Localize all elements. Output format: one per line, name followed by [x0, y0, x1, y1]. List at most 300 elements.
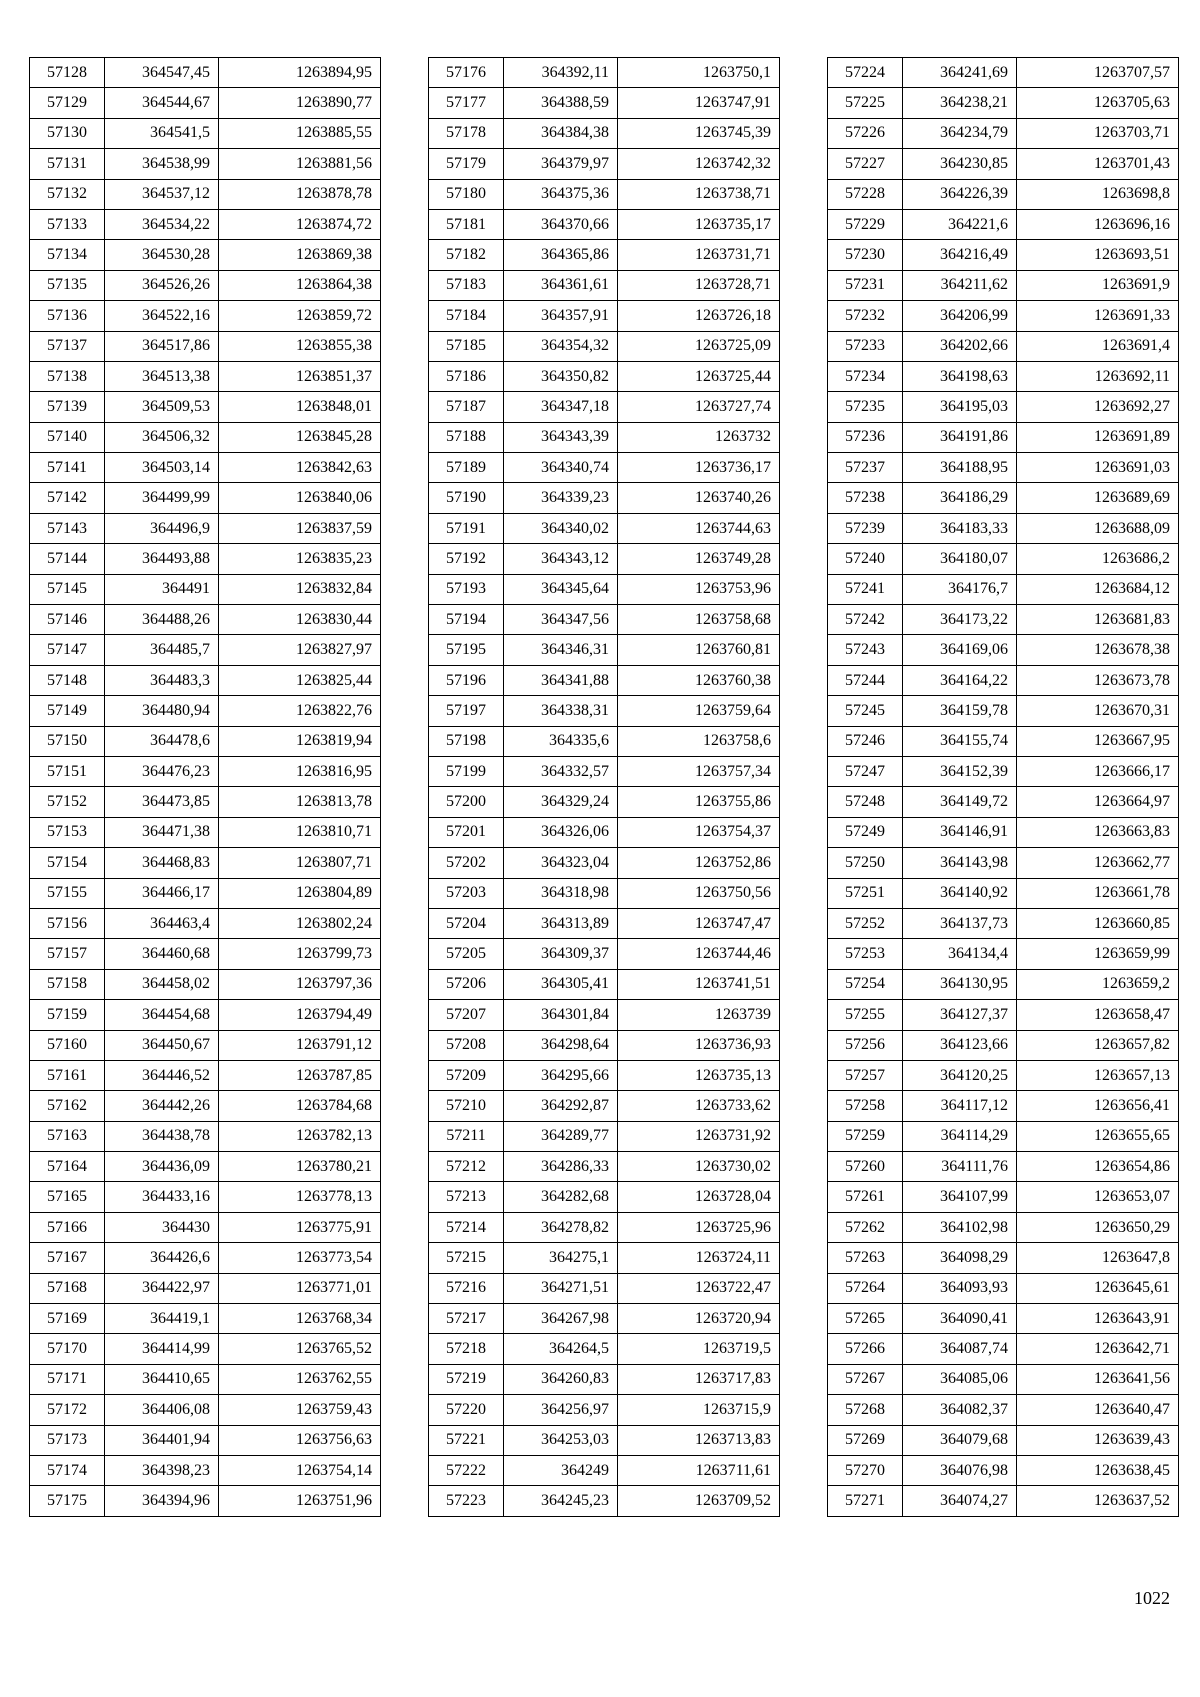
x-coordinate-cell: 364379,97	[504, 149, 618, 179]
x-coordinate-cell: 364354,32	[504, 331, 618, 361]
y-coordinate-cell: 1263765,52	[219, 1334, 381, 1364]
table-row	[429, 908, 780, 938]
y-coordinate-cell: 1263768,34	[219, 1304, 381, 1334]
table-row	[30, 908, 381, 938]
table-row	[429, 1455, 780, 1485]
table-row	[30, 1030, 381, 1060]
point-id-cell: 57228	[828, 179, 903, 209]
point-id-cell: 57204	[429, 908, 504, 938]
table-row	[30, 605, 381, 635]
point-id-cell: 57193	[429, 574, 504, 604]
point-id-cell: 57190	[429, 483, 504, 513]
table-row	[429, 270, 780, 300]
table-row	[828, 817, 1179, 847]
x-coordinate-cell: 364442,26	[105, 1091, 219, 1121]
table-row	[30, 240, 381, 270]
point-id-cell: 57192	[429, 544, 504, 574]
x-coordinate-cell: 364365,86	[504, 240, 618, 270]
table-row	[828, 1304, 1179, 1334]
table-row	[30, 696, 381, 726]
table-row	[429, 483, 780, 513]
y-coordinate-cell: 1263657,82	[1017, 1030, 1179, 1060]
y-coordinate-cell: 1263660,85	[1017, 908, 1179, 938]
y-coordinate-cell: 1263707,57	[1017, 58, 1179, 88]
point-id-cell: 57226	[828, 118, 903, 148]
table-row	[30, 1000, 381, 1030]
table-row	[429, 1364, 780, 1394]
point-id-cell: 57217	[429, 1304, 504, 1334]
point-id-cell: 57160	[30, 1030, 105, 1060]
x-coordinate-cell: 364093,93	[903, 1273, 1017, 1303]
point-id-cell: 57155	[30, 878, 105, 908]
y-coordinate-cell: 1263645,61	[1017, 1273, 1179, 1303]
point-id-cell: 57167	[30, 1243, 105, 1273]
x-coordinate-cell: 364471,38	[105, 817, 219, 847]
y-coordinate-cell: 1263784,68	[219, 1091, 381, 1121]
x-coordinate-cell: 364450,67	[105, 1030, 219, 1060]
point-id-cell: 57185	[429, 331, 504, 361]
table-row	[429, 240, 780, 270]
y-coordinate-cell: 1263731,92	[618, 1121, 780, 1151]
table-row	[30, 1060, 381, 1090]
x-coordinate-cell: 364513,38	[105, 361, 219, 391]
point-id-cell: 57220	[429, 1395, 504, 1425]
point-id-cell: 57250	[828, 848, 903, 878]
point-id-cell: 57231	[828, 270, 903, 300]
point-id-cell: 57269	[828, 1425, 903, 1455]
point-id-cell: 57258	[828, 1091, 903, 1121]
x-coordinate-cell: 364436,09	[105, 1152, 219, 1182]
y-coordinate-cell: 1263684,12	[1017, 574, 1179, 604]
x-coordinate-cell: 364483,3	[105, 665, 219, 695]
point-id-cell: 57163	[30, 1121, 105, 1151]
table-row	[429, 817, 780, 847]
y-coordinate-cell: 1263813,78	[219, 787, 381, 817]
y-coordinate-cell: 1263835,23	[219, 544, 381, 574]
point-id-cell: 57130	[30, 118, 105, 148]
x-coordinate-cell: 364298,64	[504, 1030, 618, 1060]
table-row	[30, 1425, 381, 1455]
x-coordinate-cell: 364517,86	[105, 331, 219, 361]
y-coordinate-cell: 1263751,96	[219, 1486, 381, 1516]
y-coordinate-cell: 1263759,43	[219, 1395, 381, 1425]
x-coordinate-cell: 364206,99	[903, 301, 1017, 331]
x-coordinate-cell: 364082,37	[903, 1395, 1017, 1425]
point-id-cell: 57262	[828, 1212, 903, 1242]
y-coordinate-cell: 1263663,83	[1017, 817, 1179, 847]
table-row	[828, 1395, 1179, 1425]
y-coordinate-cell: 1263681,83	[1017, 605, 1179, 635]
x-coordinate-cell: 364406,08	[105, 1395, 219, 1425]
x-coordinate-cell: 364249	[504, 1455, 618, 1485]
table-row	[429, 787, 780, 817]
table-row	[828, 88, 1179, 118]
y-coordinate-cell: 1263667,95	[1017, 726, 1179, 756]
y-coordinate-cell: 1263759,64	[618, 696, 780, 726]
table-row	[828, 544, 1179, 574]
table-row	[30, 665, 381, 695]
y-coordinate-cell: 1263725,44	[618, 361, 780, 391]
y-coordinate-cell: 1263731,71	[618, 240, 780, 270]
table-row	[828, 1455, 1179, 1485]
x-coordinate-cell: 364384,38	[504, 118, 618, 148]
table-row	[429, 1273, 780, 1303]
point-id-cell: 57150	[30, 726, 105, 756]
x-coordinate-cell: 364195,03	[903, 392, 1017, 422]
x-coordinate-cell: 364491	[105, 574, 219, 604]
table-row	[828, 270, 1179, 300]
point-id-cell: 57268	[828, 1395, 903, 1425]
x-coordinate-cell: 364340,02	[504, 513, 618, 543]
y-coordinate-cell: 1263744,46	[618, 939, 780, 969]
table-row	[30, 1364, 381, 1394]
y-coordinate-cell: 1263754,14	[219, 1455, 381, 1485]
y-coordinate-cell: 1263691,33	[1017, 301, 1179, 331]
y-coordinate-cell: 1263885,55	[219, 118, 381, 148]
table-row	[30, 1243, 381, 1273]
x-coordinate-cell: 364534,22	[105, 209, 219, 239]
point-id-cell: 57256	[828, 1030, 903, 1060]
x-coordinate-cell: 364343,39	[504, 422, 618, 452]
point-id-cell: 57242	[828, 605, 903, 635]
x-coordinate-cell: 364499,99	[105, 483, 219, 513]
table-row	[828, 361, 1179, 391]
point-id-cell: 57260	[828, 1152, 903, 1182]
table-row	[429, 513, 780, 543]
y-coordinate-cell: 1263874,72	[219, 209, 381, 239]
table-row	[429, 544, 780, 574]
x-coordinate-cell: 364159,78	[903, 696, 1017, 726]
x-coordinate-cell: 364282,68	[504, 1182, 618, 1212]
y-coordinate-cell: 1263691,9	[1017, 270, 1179, 300]
y-coordinate-cell: 1263750,1	[618, 58, 780, 88]
y-coordinate-cell: 1263840,06	[219, 483, 381, 513]
x-coordinate-cell: 364188,95	[903, 453, 1017, 483]
y-coordinate-cell: 1263639,43	[1017, 1425, 1179, 1455]
table-row	[429, 1212, 780, 1242]
point-id-cell: 57246	[828, 726, 903, 756]
x-coordinate-cell: 364180,07	[903, 544, 1017, 574]
point-id-cell: 57230	[828, 240, 903, 270]
point-id-cell: 57129	[30, 88, 105, 118]
x-coordinate-cell: 364286,33	[504, 1152, 618, 1182]
y-coordinate-cell: 1263753,96	[618, 574, 780, 604]
table-row	[429, 1091, 780, 1121]
table-row	[828, 240, 1179, 270]
table-row	[30, 118, 381, 148]
point-id-cell: 57267	[828, 1364, 903, 1394]
y-coordinate-cell: 1263725,96	[618, 1212, 780, 1242]
y-coordinate-cell: 1263758,6	[618, 726, 780, 756]
table-row	[828, 118, 1179, 148]
table-row	[429, 635, 780, 665]
point-id-cell: 57239	[828, 513, 903, 543]
x-coordinate-cell: 364509,53	[105, 392, 219, 422]
table-row	[30, 58, 381, 88]
y-coordinate-cell: 1263745,39	[618, 118, 780, 148]
point-id-cell: 57178	[429, 118, 504, 148]
y-coordinate-cell: 1263855,38	[219, 331, 381, 361]
y-coordinate-cell: 1263641,56	[1017, 1364, 1179, 1394]
point-id-cell: 57234	[828, 361, 903, 391]
table-row	[828, 58, 1179, 88]
x-coordinate-cell: 364278,82	[504, 1212, 618, 1242]
y-coordinate-cell: 1263654,86	[1017, 1152, 1179, 1182]
y-coordinate-cell: 1263827,97	[219, 635, 381, 665]
table-row	[429, 726, 780, 756]
x-coordinate-cell: 364238,21	[903, 88, 1017, 118]
point-id-cell: 57247	[828, 756, 903, 786]
x-coordinate-cell: 364085,06	[903, 1364, 1017, 1394]
y-coordinate-cell: 1263715,9	[618, 1395, 780, 1425]
point-id-cell: 57143	[30, 513, 105, 543]
x-coordinate-cell: 364392,11	[504, 58, 618, 88]
point-id-cell: 57205	[429, 939, 504, 969]
y-coordinate-cell: 1263736,17	[618, 453, 780, 483]
x-coordinate-cell: 364347,56	[504, 605, 618, 635]
y-coordinate-cell: 1263742,32	[618, 149, 780, 179]
x-coordinate-cell: 364347,18	[504, 392, 618, 422]
table-row	[828, 453, 1179, 483]
point-id-cell: 57206	[429, 969, 504, 999]
table-row	[429, 331, 780, 361]
y-coordinate-cell: 1263738,71	[618, 179, 780, 209]
y-coordinate-cell: 1263643,91	[1017, 1304, 1179, 1334]
x-coordinate-cell: 364098,29	[903, 1243, 1017, 1273]
x-coordinate-cell: 364305,41	[504, 969, 618, 999]
point-id-cell: 57201	[429, 817, 504, 847]
table-row	[828, 1243, 1179, 1273]
x-coordinate-cell: 364433,16	[105, 1182, 219, 1212]
y-coordinate-cell: 1263747,91	[618, 88, 780, 118]
table-row	[30, 574, 381, 604]
y-coordinate-cell: 1263659,99	[1017, 939, 1179, 969]
table-row	[429, 392, 780, 422]
point-id-cell: 57154	[30, 848, 105, 878]
table-row	[828, 1091, 1179, 1121]
table-row	[429, 179, 780, 209]
y-coordinate-cell: 1263740,26	[618, 483, 780, 513]
point-id-cell: 57196	[429, 665, 504, 695]
table-row	[429, 58, 780, 88]
point-id-cell: 57240	[828, 544, 903, 574]
point-id-cell: 57166	[30, 1212, 105, 1242]
x-coordinate-cell: 364326,06	[504, 817, 618, 847]
x-coordinate-cell: 364340,74	[504, 453, 618, 483]
table-row	[30, 361, 381, 391]
x-coordinate-cell: 364338,31	[504, 696, 618, 726]
y-coordinate-cell: 1263758,68	[618, 605, 780, 635]
point-id-cell: 57198	[429, 726, 504, 756]
table-row	[30, 1304, 381, 1334]
x-coordinate-cell: 364271,51	[504, 1273, 618, 1303]
y-coordinate-cell: 1263726,18	[618, 301, 780, 331]
table-row	[429, 1425, 780, 1455]
point-id-cell: 57197	[429, 696, 504, 726]
point-id-cell: 57235	[828, 392, 903, 422]
point-id-cell: 57248	[828, 787, 903, 817]
x-coordinate-cell: 364155,74	[903, 726, 1017, 756]
point-id-cell: 57255	[828, 1000, 903, 1030]
y-coordinate-cell: 1263719,5	[618, 1334, 780, 1364]
x-coordinate-cell: 364454,68	[105, 1000, 219, 1030]
y-coordinate-cell: 1263659,2	[1017, 969, 1179, 999]
x-coordinate-cell: 364309,37	[504, 939, 618, 969]
x-coordinate-cell: 364143,98	[903, 848, 1017, 878]
point-id-cell: 57136	[30, 301, 105, 331]
y-coordinate-cell: 1263728,04	[618, 1182, 780, 1212]
y-coordinate-cell: 1263756,63	[219, 1425, 381, 1455]
y-coordinate-cell: 1263864,38	[219, 270, 381, 300]
x-coordinate-cell: 364140,92	[903, 878, 1017, 908]
y-coordinate-cell: 1263656,41	[1017, 1091, 1179, 1121]
y-coordinate-cell: 1263670,31	[1017, 696, 1179, 726]
table-row	[828, 392, 1179, 422]
table-row	[828, 787, 1179, 817]
table-row	[429, 118, 780, 148]
y-coordinate-cell: 1263881,56	[219, 149, 381, 179]
table-row	[30, 1182, 381, 1212]
y-coordinate-cell: 1263869,38	[219, 240, 381, 270]
point-id-cell: 57137	[30, 331, 105, 361]
x-coordinate-cell: 364292,87	[504, 1091, 618, 1121]
point-id-cell: 57157	[30, 939, 105, 969]
point-id-cell: 57200	[429, 787, 504, 817]
x-coordinate-cell: 364152,39	[903, 756, 1017, 786]
point-id-cell: 57188	[429, 422, 504, 452]
point-id-cell: 57189	[429, 453, 504, 483]
x-coordinate-cell: 364289,77	[504, 1121, 618, 1151]
x-coordinate-cell: 364260,83	[504, 1364, 618, 1394]
point-id-cell: 57131	[30, 149, 105, 179]
x-coordinate-cell: 364526,26	[105, 270, 219, 300]
table-row	[30, 1334, 381, 1364]
y-coordinate-cell: 1263804,89	[219, 878, 381, 908]
y-coordinate-cell: 1263816,95	[219, 756, 381, 786]
table-row	[828, 939, 1179, 969]
point-id-cell: 57194	[429, 605, 504, 635]
y-coordinate-cell: 1263755,86	[618, 787, 780, 817]
point-id-cell: 57212	[429, 1152, 504, 1182]
table-row	[30, 1121, 381, 1151]
y-coordinate-cell: 1263760,38	[618, 665, 780, 695]
y-coordinate-cell: 1263730,02	[618, 1152, 780, 1182]
point-id-cell: 57259	[828, 1121, 903, 1151]
x-coordinate-cell: 364329,24	[504, 787, 618, 817]
point-id-cell: 57270	[828, 1455, 903, 1485]
table-row	[828, 1030, 1179, 1060]
y-coordinate-cell: 1263673,78	[1017, 665, 1179, 695]
y-coordinate-cell: 1263757,34	[618, 756, 780, 786]
table-row	[828, 301, 1179, 331]
table-row	[429, 878, 780, 908]
table-row	[828, 696, 1179, 726]
point-id-cell: 57138	[30, 361, 105, 391]
x-coordinate-cell: 364544,67	[105, 88, 219, 118]
x-coordinate-cell: 364164,22	[903, 665, 1017, 695]
point-id-cell: 57145	[30, 574, 105, 604]
point-id-cell: 57186	[429, 361, 504, 391]
x-coordinate-cell: 364245,23	[504, 1486, 618, 1516]
table-row	[429, 1030, 780, 1060]
point-id-cell: 57135	[30, 270, 105, 300]
y-coordinate-cell: 1263819,94	[219, 726, 381, 756]
table-row	[30, 209, 381, 239]
y-coordinate-cell: 1263691,89	[1017, 422, 1179, 452]
x-coordinate-cell: 364267,98	[504, 1304, 618, 1334]
y-coordinate-cell: 1263782,13	[219, 1121, 381, 1151]
x-coordinate-cell: 364476,23	[105, 756, 219, 786]
x-coordinate-cell: 364230,85	[903, 149, 1017, 179]
x-coordinate-cell: 364341,88	[504, 665, 618, 695]
x-coordinate-cell: 364394,96	[105, 1486, 219, 1516]
table-row	[30, 1486, 381, 1516]
point-id-cell: 57249	[828, 817, 903, 847]
x-coordinate-cell: 364522,16	[105, 301, 219, 331]
table-row	[429, 574, 780, 604]
point-id-cell: 57225	[828, 88, 903, 118]
table-row	[429, 848, 780, 878]
y-coordinate-cell: 1263705,63	[1017, 88, 1179, 118]
table-row	[30, 878, 381, 908]
y-coordinate-cell: 1263762,55	[219, 1364, 381, 1394]
table-row	[30, 969, 381, 999]
x-coordinate-cell: 364087,74	[903, 1334, 1017, 1364]
y-coordinate-cell: 1263713,83	[618, 1425, 780, 1455]
point-id-cell: 57244	[828, 665, 903, 695]
point-id-cell: 57177	[429, 88, 504, 118]
x-coordinate-cell: 364074,27	[903, 1486, 1017, 1516]
y-coordinate-cell: 1263725,09	[618, 331, 780, 361]
point-id-cell: 57257	[828, 1060, 903, 1090]
y-coordinate-cell: 1263822,76	[219, 696, 381, 726]
x-coordinate-cell: 364496,9	[105, 513, 219, 543]
table-row	[429, 1060, 780, 1090]
point-id-cell: 57158	[30, 969, 105, 999]
x-coordinate-cell: 364186,29	[903, 483, 1017, 513]
point-id-cell: 57176	[429, 58, 504, 88]
table-row	[30, 270, 381, 300]
x-coordinate-cell: 364388,59	[504, 88, 618, 118]
x-coordinate-cell: 364256,97	[504, 1395, 618, 1425]
x-coordinate-cell: 364120,25	[903, 1060, 1017, 1090]
page-number: 1022	[1134, 1588, 1170, 1608]
point-id-cell: 57171	[30, 1364, 105, 1394]
y-coordinate-cell: 1263750,56	[618, 878, 780, 908]
y-coordinate-cell: 1263837,59	[219, 513, 381, 543]
point-id-cell: 57202	[429, 848, 504, 878]
point-id-cell: 57251	[828, 878, 903, 908]
point-id-cell: 57179	[429, 149, 504, 179]
y-coordinate-cell: 1263661,78	[1017, 878, 1179, 908]
point-id-cell: 57261	[828, 1182, 903, 1212]
point-id-cell: 57128	[30, 58, 105, 88]
point-id-cell: 57199	[429, 756, 504, 786]
table-row	[429, 1000, 780, 1030]
y-coordinate-cell: 1263760,81	[618, 635, 780, 665]
y-coordinate-cell: 1263832,84	[219, 574, 381, 604]
y-coordinate-cell: 1263735,13	[618, 1060, 780, 1090]
x-coordinate-cell: 364503,14	[105, 453, 219, 483]
x-coordinate-cell: 364127,37	[903, 1000, 1017, 1030]
table-row	[828, 726, 1179, 756]
point-id-cell: 57264	[828, 1273, 903, 1303]
y-coordinate-cell: 1263799,73	[219, 939, 381, 969]
point-id-cell: 57146	[30, 605, 105, 635]
table-row	[429, 939, 780, 969]
point-id-cell: 57175	[30, 1486, 105, 1516]
y-coordinate-cell: 1263780,21	[219, 1152, 381, 1182]
